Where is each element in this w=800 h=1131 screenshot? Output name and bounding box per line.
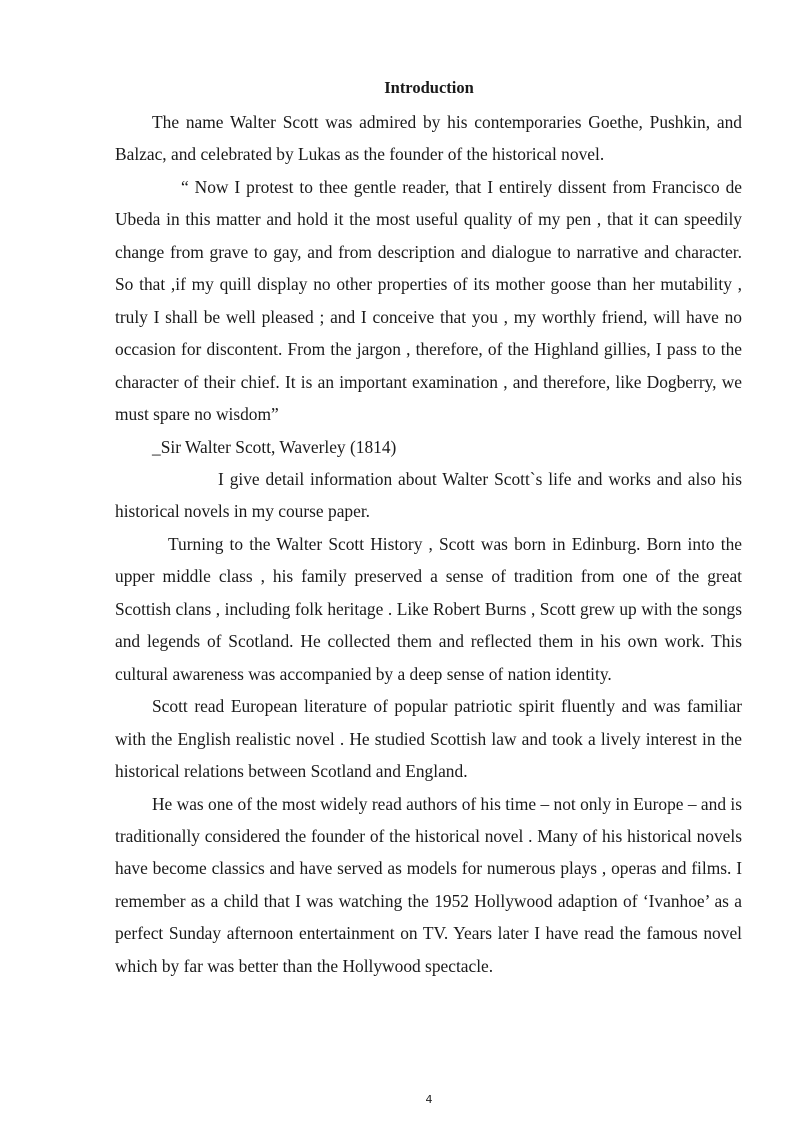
paragraph-literature: Scott read European literature of popular patriotic spirit fluently and was familiar with the English realistic novel . He studied Scottish law and took a lively interest in the historical relations between Scotland and England. <box>115 696 742 782</box>
paragraph-quote: “ Now I protest to thee gentle reader, that I entirely dissent from Francisco de Ubeda in this matter and hold it the most useful quality of my pen , that it can speedily change from grave to gay, and from description and dialogue to narrative and character. So that ,if my quill display no other properties of its mother goose than her mutability , truly I shall be well pleased ; and I conceive that you , my worthly friend, will have no occasion for discontent. From the jargon , therefore, of the Highland gillies, I pass to the character of their chief. It is an important examination , and therefore, like Dogberry, we must spare no wisdom” <box>115 176 742 425</box>
paragraph-intro: The name Walter Scott was admired by his contemporaries Goethe, Pushkin, and Balzac, and celebrated by Lukas as the founder of the historical novel. <box>115 112 742 165</box>
page-title: Introduction <box>384 78 474 97</box>
paragraph-influence: He was one of the most widely read authors of his time – not only in Europe – and is traditionally considered the founder of the historical novel . Many of his historical novels have become classics and have served as models for numerous plays , operas and films. I remember as a child that I was watching the 1952 Hollywood adaption of ‘Ivanhoe’ as a perfect Sunday afternoon entertainment on TV. Years later I have read the famous novel which by far was better than the Hollywood spectacle. <box>115 793 742 976</box>
quote-attribution: _Sir Walter Scott, Waverley (1814) <box>152 436 397 457</box>
paragraph-course-paper: I give detail information about Walter Scott`s life and works and also his historical novels in my course paper. <box>115 468 742 522</box>
page-number: 4 <box>425 1093 433 1106</box>
document-body <box>115 106 742 982</box>
paragraph-history: Turning to the Walter Scott History , Scott was born in Edinburg. Born into the upper middle class , his family preserved a sense of tradition from one of the great Scottish clans , including folk heritage . Like Robert Burns , Scott grew up with the songs and legends of Scotland. He collected them and reflected them in his own work. This cultural awareness was accompanied by a deep sense of nation identity. <box>115 533 742 684</box>
